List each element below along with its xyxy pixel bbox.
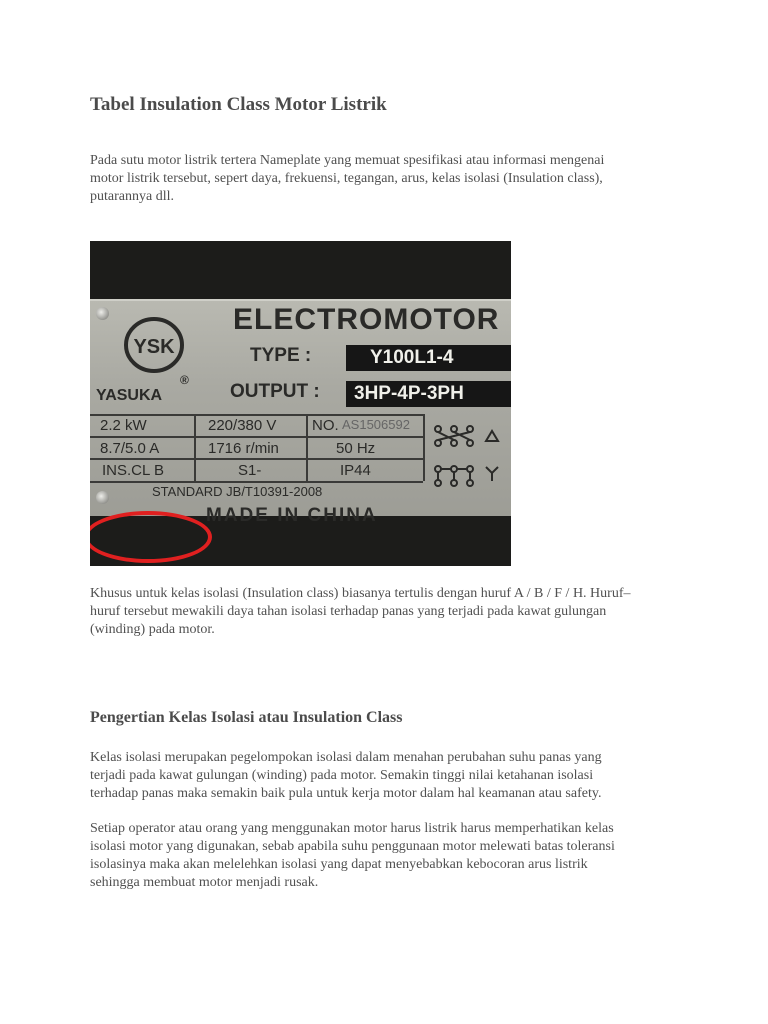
grid-line [90, 481, 423, 483]
highlight-circle [90, 511, 212, 563]
brand-logo-icon [118, 311, 190, 379]
text-line: (winding) pada motor. [90, 622, 215, 637]
output-label: OUTPUT : [230, 381, 320, 402]
made-in-text: MADE IN CHINA [206, 505, 378, 526]
text-line: sehingga membuat motor menjadi rusak. [90, 875, 319, 890]
nameplate-photo [90, 241, 511, 566]
text-line: Pada sutu motor listrik tertera Nameplate yang memuat spesifikasi atau informasi mengenai [90, 153, 605, 168]
brand-logo-text: YSK [133, 336, 175, 358]
frequency-rating: 50 Hz [336, 440, 376, 457]
wiring-diagram-icon [428, 415, 508, 495]
grid-line [306, 414, 308, 481]
brand-name: YASUKA [96, 387, 163, 404]
duty-type: S1- [238, 462, 262, 479]
registered-mark: ® [180, 373, 189, 387]
text-line: isolasi motor yang digunakan, sebab apabila suhu penggunaan motor melewati batas toleransi [90, 839, 615, 854]
screw-icon [96, 307, 109, 320]
insulation-class: INS.CL B [102, 462, 164, 479]
text-line: putarannya dll. [90, 189, 174, 204]
section-title: Pengertian Kelas Isolasi atau Insulation Class [90, 709, 403, 726]
text-line: terhadap panas maka semakin baik pula untuk kerja motor dalam hal keamanan atau safety. [90, 786, 602, 801]
grid-line [423, 414, 425, 481]
serial-number: AS1506592 [342, 417, 410, 432]
power-rating: 2.2 kW [100, 417, 147, 434]
type-value: Y100L1-4 [346, 345, 511, 371]
output-value: 3HP-4P-3PH [346, 381, 511, 407]
grid-line [194, 414, 196, 481]
current-rating: 8.7/5.0 A [100, 440, 160, 457]
operator-paragraph [90, 820, 615, 892]
text-line: huruf tersebut mewakili daya tahan isolasi terhadap panas yang terjadi pada kawat gulungan [90, 604, 607, 619]
voltage-rating: 220/380 V [208, 417, 277, 434]
text-line: isolasinya maka akan melelehkan isolasi yang dapat menyebabkan kebocoran arus listrik [90, 857, 588, 872]
text-line: terjadi pada kawat gulungan (winding) pada motor. Semakin tinggi nilai ketahanan isolasi [90, 768, 594, 783]
intro-paragraph [90, 152, 604, 206]
text-line: Kelas isolasi merupakan pegelompokan isolasi dalam menahan perubahan suhu panas yang [90, 750, 602, 765]
type-label: TYPE : [250, 345, 312, 366]
serial-label: NO. [312, 417, 339, 434]
standard-text: STANDARD JB/T10391-2008 [152, 484, 323, 499]
grid-line [90, 458, 423, 460]
grid-line [90, 414, 423, 416]
text-line: motor listrik tersebut, sepert daya, frekuensi, tegangan, arus, kelas isolasi (Insulation class), [90, 171, 603, 186]
speed-rating: 1716 r/min [208, 440, 279, 457]
nameplate [90, 299, 511, 526]
page-title: Tabel Insulation Class Motor Listrik [90, 94, 387, 115]
insulation-paragraph [90, 585, 631, 639]
text-line: Setiap operator atau orang yang menggunakan motor harus listrik harus memperhatikan kelas [90, 821, 614, 836]
nameplate-header: ELECTROMOTOR [233, 303, 500, 336]
text-line: Khusus untuk kelas isolasi (Insulation class) biasanya tertulis dengan huruf A / B / F / H. Huruf– [90, 586, 631, 601]
grid-line [90, 436, 423, 438]
screw-icon [96, 491, 109, 504]
ip-rating: IP44 [340, 462, 371, 479]
definition-paragraph [90, 749, 602, 803]
